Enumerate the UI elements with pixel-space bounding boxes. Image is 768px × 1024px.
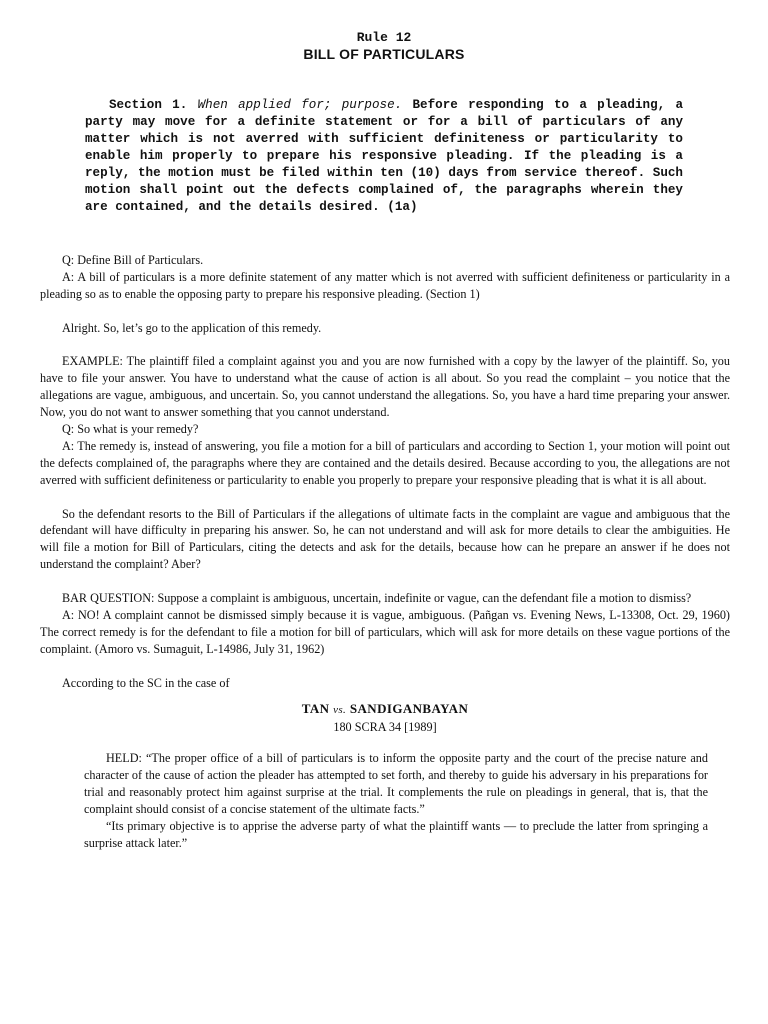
case-heading (40, 701, 730, 736)
paragraph-example: EXAMPLE: The plaintiff filed a complaint against you and you are now furnished with a copy by the lawyer of the plaintiff. So, you have to file your answer. You have to understand what the cause of action is all about. So you read the complaint – you notice that the allegations are vague, ambiguous, and uncertain. So, you cannot understand the allegations. So, you have a hard time preparing your answer. Now, you do not want to answer something that you cannot understand. (40, 354, 730, 420)
case-vs: vs. (333, 704, 347, 717)
rule-number: Rule 12 (356, 30, 412, 45)
section-label: Section 1. (109, 98, 188, 112)
case-party-1: TAN (301, 701, 330, 717)
answer-remedy: A: The remedy is, instead of answering, you file a motion for a bill of particulars and according to Section 1, your motion will point out the defects complained of, the paragraphs where they are contained and the details desired. Because according to you, the allegations are not averred with sufficient definiteness or particularity to enable you properly to prepare your responsive pleading that is what it is all about. (40, 438, 730, 487)
question-define: Q: Define Bill of Particulars. (62, 253, 204, 267)
rule-title: BILL OF PARTICULARS (303, 46, 465, 62)
paragraph-according: According to the SC in the case of (62, 675, 230, 690)
paragraph-defendant: So the defendant resorts to the Bill of Particulars if the allegations of ultimate facts in the complaint are vague and ambiguous that the defendant will have difficulty in preparing his answer. So, he can not understand and will ask for more details to clear the ambiguities. He will file a motion for Bill of Particulars, citing the detects and ask for the details, because how can he prepare an answer if he does not understand the complaint? Aber? (40, 506, 730, 572)
section-title: When applied for; purpose. (197, 98, 403, 112)
bar-answer: A: NO! A complaint cannot be dismissed simply because it is vague, ambiguous. (Pañgan vs. Evening News, L-13308, Oct. 29, 1960) The correct remedy is for the defendant to file a motion for bill of particulars, which will ask for more details on these vague portions of the complaint. (Amoro vs. Sumaguit, L-14986, July 31, 1962) (40, 607, 730, 656)
case-citation: 180 SCRA 34 [1989] (333, 720, 437, 735)
case-party-2: SANDIGANBAYAN (349, 701, 469, 717)
holding-text: HELD: “The proper office of a bill of particulars is to inform the opposite party and the court of the precise nature and character of the cause of action the pleader has attempted to set forth, and thereby to guide his adversary in his preparations for trial and reasonably protect him against surprise at the trial. It complements the rule on pleadings in general, that is, that the complaint should consist of a concise statement of the ultimate facts.” (84, 751, 708, 817)
document-body (40, 252, 730, 852)
bar-question: BAR QUESTION: Suppose a complaint is ambiguous, uncertain, indefinite or vague, can the defendant file a motion to dismiss? (62, 591, 692, 606)
answer-define: A: A bill of particulars is a more definite statement of any matter which is not averred with sufficient definiteness or particularity in a pleading so as to enable the opposing party to prepare his responsive pleading. (Section 1) (40, 269, 730, 301)
section-1-text (85, 97, 683, 216)
case-holding (84, 750, 708, 851)
case-title (40, 701, 730, 719)
section-body: Before responding to a pleading, a party may move for a definite statement or for a bill of particulars of any matter which is not averred with sufficient definiteness or particularity to enable him properly to prepare his responsive pleading. If the pleading is a reply, the motion must be filed within ten (10) days from service thereof. Such motion shall point out the defects complained of, the paragraphs wherein they are contained, and the details desired. (1a) (85, 98, 684, 214)
paragraph-alright: Alright. So, let’s go to the application of this remedy. (62, 320, 322, 335)
holding-objective: “Its primary objective is to apprise the adverse party of what the plaintiff wants — to preclude the latter from springing a surprise attack later.” (84, 818, 708, 850)
question-remedy: Q: So what is your remedy? (62, 422, 199, 437)
